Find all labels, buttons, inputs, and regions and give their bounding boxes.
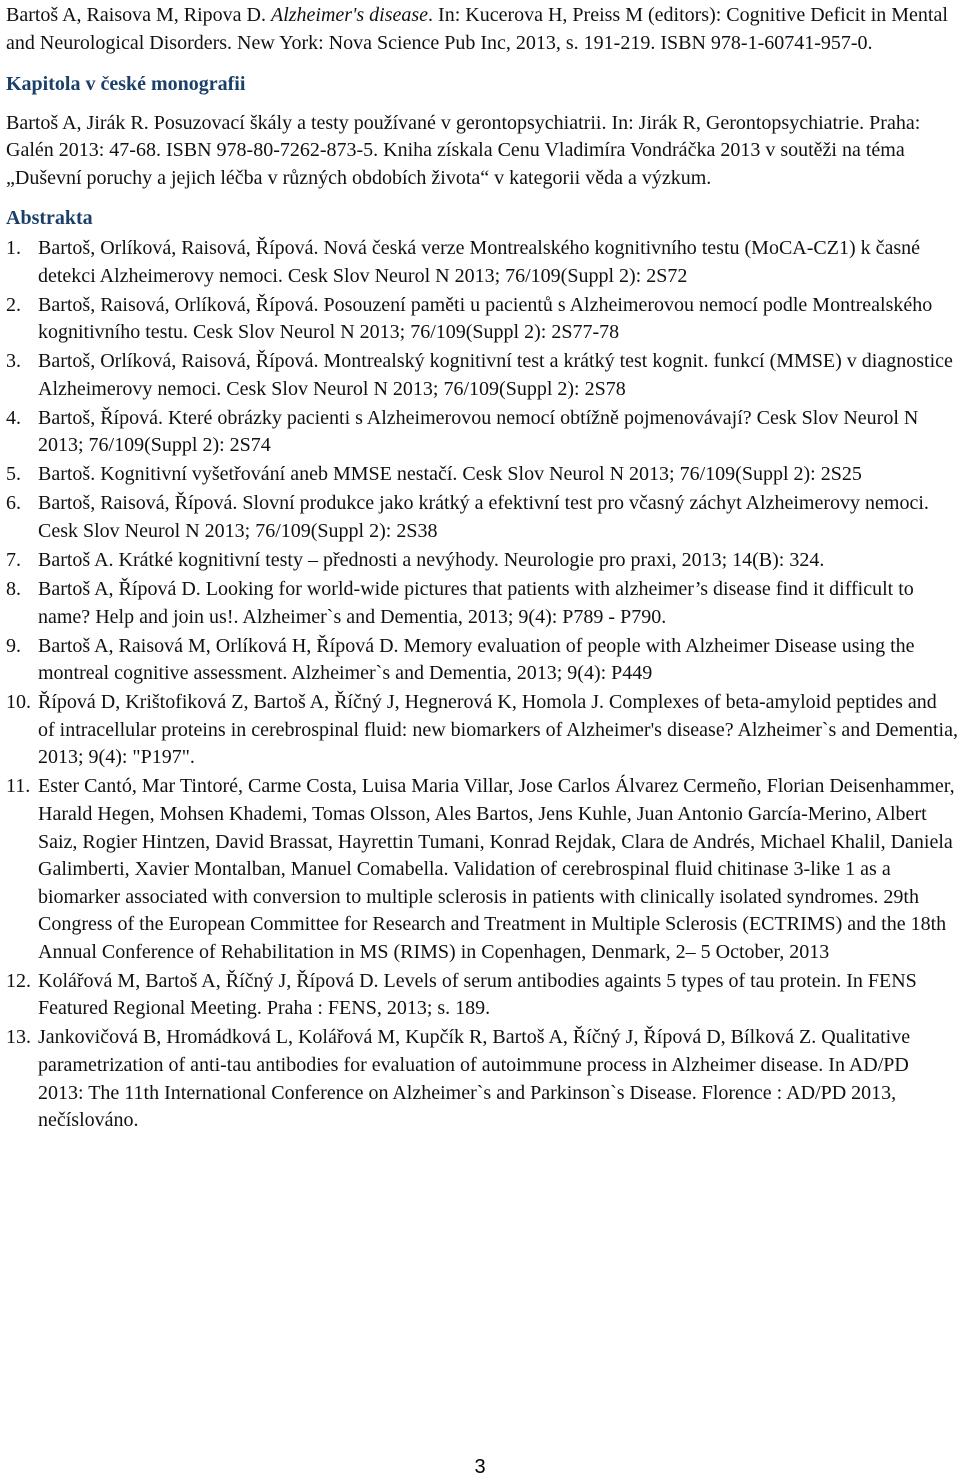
- abstract-item: [6, 633, 958, 688]
- item-text: Bartoš, Orlíková, Raisová, Řípová. Montrealský kognitivní test a krátký test kognit. funkcí (MMSE) v diagnostice Alzheimerovy nemoci. Cesk Slov Neurol N 2013; 76/109(Suppl 2): 2S78: [38, 350, 953, 400]
- abstract-item: [6, 689, 958, 772]
- item-number: 7.: [6, 549, 21, 572]
- item-text: Bartoš, Řípová. Které obrázky pacienti s Alzheimerovou nemocí obtížně pojmenovávají? Cesk Slov Neurol N 2013; 76/109(Suppl 2): 2S74: [38, 406, 919, 457]
- abstract-item: [6, 348, 958, 403]
- intro-reference: [6, 2, 958, 57]
- intro-reference-source: . In: Kucerova H, Preiss M (editors): Cognitive Deficit in Mental and Neurological Disorders. New York: Nova Science Pub Inc, 2013, s. 191-219. ISBN 978-1-60741-957-0.: [6, 4, 948, 54]
- abstract-item: [6, 405, 958, 460]
- item-number: 11.: [6, 775, 31, 798]
- item-number: 10.: [6, 691, 31, 714]
- section-heading-abstracts: Abstrakta: [6, 206, 93, 229]
- section-heading-chapter: Kapitola v české monografii: [6, 73, 246, 96]
- item-text: Bartoš A, Řípová D. Looking for world-wide pictures that patients with alzheimer’s disease find it difficult to name? Help and join us!. Alzheimer`s and Dementia, 2013; 9(4): P789 - P790.: [38, 578, 914, 628]
- abstract-item: [6, 968, 958, 1023]
- abstract-item: [6, 547, 958, 575]
- item-number: 5.: [6, 463, 21, 486]
- item-text: Jankovičová B, Hromádková L, Kolářová M, Kupčík R, Bartoš A, Říčný J, Řípová D, Bílková Z. Qualitative parametrization of anti-tau antibodies for evaluation of autoimmune process in Alzheimer disease. In AD/PD 2013: The 11th International Conference on Alzheimer`s and Parkinson`s Disease. Florence : AD/PD 2013, nečíslováno.: [38, 1026, 911, 1132]
- abstract-item: [6, 461, 958, 489]
- item-text: Bartoš, Raisová, Řípová. Slovní produkce jako krátký a efektivní test pro včasný záchyt Alzheimerovy nemoci. Cesk Slov Neurol N 2013; 76/109(Suppl 2): 2S38: [38, 492, 929, 543]
- item-number: 9.: [6, 634, 21, 657]
- item-text: Bartoš A, Raisová M, Orlíková H, Řípová D. Memory evaluation of people with Alzheimer Disease using the montreal cognitive assessment. Alzheimer`s and Dementia, 2013; 9(4): P449: [38, 634, 915, 685]
- document-page: [6, 2, 958, 1136]
- item-number: 6.: [6, 492, 21, 515]
- intro-reference-authors: Bartoš A, Raisova M, Ripova D.: [6, 4, 271, 26]
- abstracts-list: [6, 235, 958, 1135]
- item-text: Bartoš. Kognitivní vyšetřování aneb MMSE nestačí. Cesk Slov Neurol N 2013; 76/109(Suppl 2): 2S25: [38, 463, 862, 486]
- abstract-item: [6, 576, 958, 631]
- item-text: Kolářová M, Bartoš A, Říčný J, Řípová D. Levels of serum antibodies againts 5 types of tau protein. In FENS Featured Regional Meeting. Praha : FENS, 2013; s. 189.: [38, 969, 917, 1020]
- chapter-reference: Bartoš A, Jirák R. Posuzovací škály a testy používané v gerontopsychiatrii. In: Jirák R, Gerontopsychiatrie. Praha: Galén 2013: 47-68. ISBN 978-80-7262-873-5. Kniha získala Cenu Vladimíra Vondráčka 2013 v soutěži na téma „Duševní poruchy a jejich léčba v různých obdobích života“ v kategorii věda a výzkum.: [6, 111, 921, 189]
- item-number: 12.: [6, 969, 31, 992]
- item-text: Řípová D, Krištofiková Z, Bartoš A, Říčný J, Hegnerová K, Homola J. Complexes of beta-amyloid peptides and of intracellular proteins in cerebrospinal fluid: new biomarkers of Alzheimer's disease? Alzheimer`s and Dementia, 2013; 9(4): "P197".: [38, 691, 958, 769]
- page-number: 3: [474, 1456, 486, 1478]
- abstract-item: [6, 235, 958, 290]
- abstract-item: [6, 773, 958, 966]
- item-number: 4.: [6, 406, 21, 429]
- item-number: 13.: [6, 1026, 31, 1049]
- item-number: 8.: [6, 578, 21, 601]
- abstract-item: [6, 490, 958, 545]
- item-text: Ester Cantó, Mar Tintoré, Carme Costa, Luisa Maria Villar, Jose Carlos Álvarez Cermeño, Florian Deisenhammer, Harald Hegen, Mohsen Khademi, Tomas Olsson, Ales Bartos, Jens Kuhle, Juan Antonio García-Merino, Albert Saiz, Rogier Hintzen, David Brassat, Hayrettin Tumani, Konrad Rejdak, Clara de Andrés, Michael Khalil, Daniela Galimberti, Xavier Montalban, Manuel Comabella. Validation of cerebrospinal fluid chitinase 3-like 1 as a biomarker associated with conversion to multiple sclerosis in patients with clinically isolated syndromes. 29th Congress of the European Committee for Research and Treatment in Multiple Sclerosis (ECTRIMS) and the 18th Annual Conference of Rehabilitation in MS (RIMS) in Copenhagen, Denmark, 2– 5 October, 2013: [38, 775, 955, 963]
- item-number: 1.: [6, 237, 21, 260]
- item-text: Bartoš, Orlíková, Raisová, Řípová. Nová česká verze Montrealského kognitivního testu (MoCA-CZ1) k časné detekci Alzheimerovy nemoci. Cesk Slov Neurol N 2013; 76/109(Suppl 2): 2S72: [38, 237, 921, 287]
- intro-reference-title: Alzheimer's disease: [271, 4, 429, 26]
- abstract-item: [6, 1024, 958, 1134]
- item-text: Bartoš, Raisová, Orlíková, Řípová. Posouzení paměti u pacientů s Alzheimerovou nemocí podle Montrealského kognitivního testu. Cesk Slov Neurol N 2013; 76/109(Suppl 2): 2S77-78: [38, 293, 933, 344]
- item-text: Bartoš A. Krátké kognitivní testy – přednosti a nevýhody. Neurologie pro praxi, 2013; 14(B): 324.: [38, 549, 825, 572]
- item-number: 3.: [6, 350, 21, 373]
- abstract-item: [6, 292, 958, 347]
- item-number: 2.: [6, 293, 21, 316]
